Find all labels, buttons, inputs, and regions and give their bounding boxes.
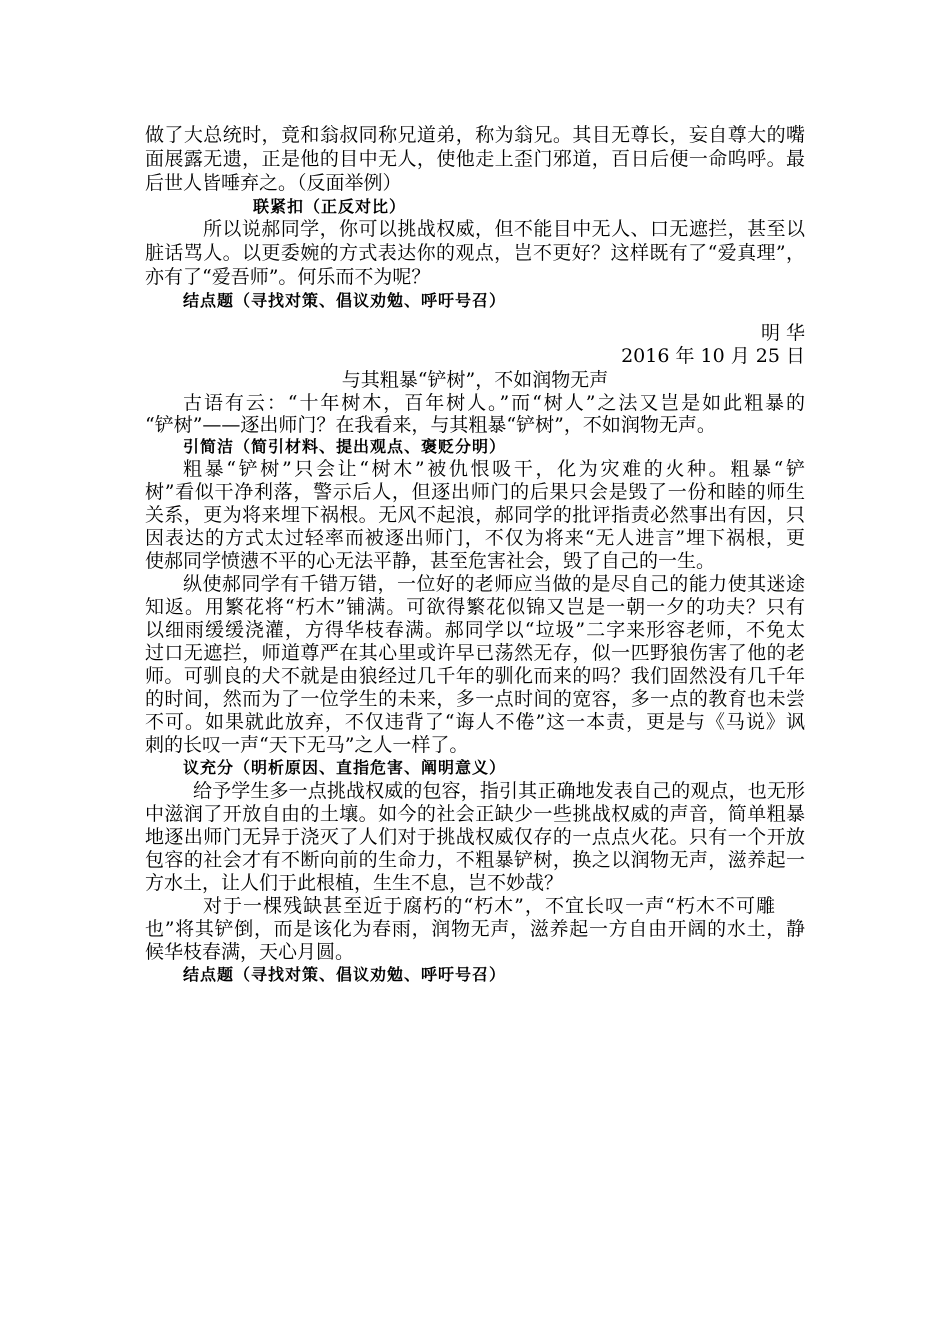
- paragraph-line: 刺的长叹一声“天下无马”之人一样了。: [145, 734, 469, 756]
- paragraph-line: 树”看似干净利落，警示后人，但逐出师门的后果只会是毁了一份和睦的师生: [145, 481, 805, 503]
- section-annotation: 结点题（寻找对策、倡议劝勉、呼吁号召）: [183, 291, 507, 310]
- paragraph-line: 候华枝春满，天心月圆。: [145, 941, 355, 963]
- paragraph-line: 所以说郝同学，你可以挑战权威，但不能目中无人、口无遮拦，甚至以: [203, 218, 805, 240]
- paragraph-line: 纵使郝同学有千错万错，一位好的老师应当做的是尽自己的能力使其迷途: [183, 573, 805, 595]
- paragraph-line: 粗暴“铲树”只会让“树木”被仇恨吸干，化为灾难的火种。粗暴“铲: [183, 458, 805, 480]
- date-line: 2016 年 10 月 25 日: [621, 345, 805, 367]
- paragraph-line: 师。可驯良的犬不就是由狼经过几千年的驯化而来的吗？我们固然没有几千年: [145, 665, 805, 687]
- paragraph-line: 使郝同学愤懑不平的心无法平静，甚至危害社会，毁了自己的一生。: [145, 550, 716, 572]
- paragraph-line: “铲树”——逐出师门？在我看来，与其粗暴“铲树”，不如润物无声。: [145, 414, 716, 436]
- paragraph-line: 中滋润了开放自由的土壤。如今的社会正缺少一些挑战权威的声音，简单粗暴: [145, 803, 805, 825]
- paragraph-line: 因表达的方式太过轻率而被逐出师门，不仅为将来“无人进言”埋下祸根，更: [145, 527, 805, 549]
- paragraph-line: 地逐出师门无异于浇灭了人们对于挑战权威仅存的一点点火花。只有一个开放: [145, 826, 805, 848]
- essay-title: 与其粗暴“铲树”，不如润物无声: [341, 369, 609, 391]
- paragraph-line: 古语有云：“十年树木，百年树人。”而“树人”之法又岂是如此粗暴的: [183, 392, 805, 414]
- paragraph-line: 也”将其铲倒，而是该化为春雨，润物无声，滋养起一方自由开阔的水土，静: [145, 918, 805, 940]
- author-name: 明 华: [760, 322, 805, 344]
- paragraph-line: 过口无遮拦，师道尊严在其心里或许早已荡然无存，似一匹野狼伤害了他的老: [145, 642, 805, 664]
- paragraph-line: 面展露无遗，正是他的目中无人，使他走上歪门邪道，百日后便一命呜呼。最: [145, 148, 805, 170]
- paragraph-line: 亦有了“爱吾师”。何乐而不为呢？: [145, 266, 431, 288]
- section-annotation: 引简洁（简引材料、提出观点、褒贬分明）: [183, 437, 507, 456]
- paragraph-line: 给予学生多一点挑战权威的包容，指引其正确地发表自己的观点，也无形: [193, 780, 805, 802]
- paragraph-line: 对于一棵残缺甚至近于腐朽的“朽木”，不宜长叹一声“朽木不可雕: [203, 895, 775, 917]
- paragraph-line: 以细雨缓缓浇灌，方得华枝春满。郝同学以“垃圾”二字来形容老师，不免太: [145, 619, 805, 641]
- paragraph-line: 方水土，让人们于此根植，生生不息，岂不妙哉？: [145, 872, 564, 894]
- paragraph-line: 做了大总统时，竟和翁叔同称兄道弟，称为翁兄。其目无尊长，妄自尊大的嘴: [145, 124, 805, 146]
- paragraph-line: 知返。用繁花将“朽木”铺满。可欲得繁花似锦又岂是一朝一夕的功夫？只有: [145, 596, 805, 618]
- paragraph-line: 包容的社会才有不断向前的生命力，不粗暴铲树，换之以润物无声，滋养起一: [145, 849, 805, 871]
- section-annotation: 结点题（寻找对策、倡议劝勉、呼吁号召）: [183, 965, 507, 984]
- section-annotation: 联紧扣（正反对比）: [253, 197, 407, 216]
- paragraph-line: 不可。如果就此放弃，不仅违背了“诲人不倦”这一本责，更是与《马说》讽: [145, 711, 805, 733]
- paragraph-line: 关系，更为将来埋下祸根。无风不起浪，郝同学的批评指责必然事出有因，只: [145, 504, 805, 526]
- section-annotation: 议充分（明析原因、直指危害、阐明意义）: [183, 758, 507, 777]
- paragraph-line: 的时间，然而为了一位学生的未来，多一点时间的宽容，多一点的教育也未尝: [145, 688, 805, 710]
- paragraph-line: 后世人皆唾弃之。（反面举例）: [145, 172, 402, 194]
- paragraph-line: 脏话骂人。以更委婉的方式表达你的观点，岂不更好？这样既有了“爱真理”，: [145, 242, 805, 264]
